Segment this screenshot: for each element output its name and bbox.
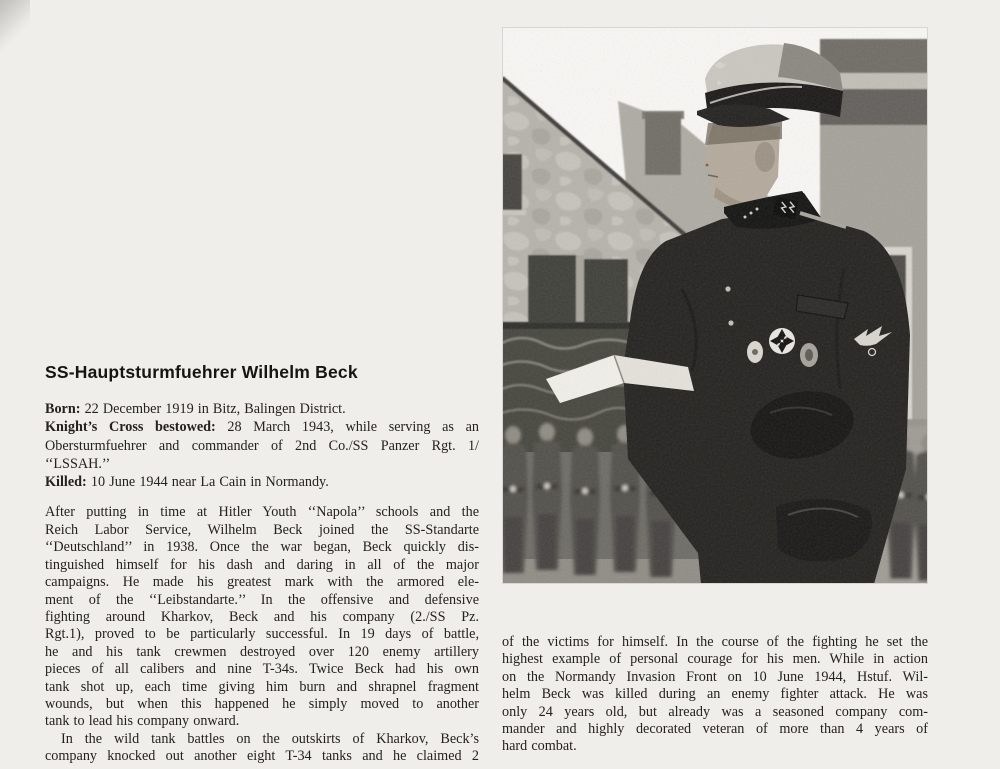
biography-facts bbox=[45, 400, 479, 491]
text-line: tank to lead his company onward. bbox=[45, 713, 240, 730]
fact-line: Obersturmfuehrer and commander of 2nd Co./SS Panzer Rgt. 1/ bbox=[45, 437, 479, 454]
biography-body-left bbox=[45, 504, 479, 765]
right-text-column bbox=[502, 634, 928, 756]
fact-line: Born: 22 December 1919 in Bitz, Balingen District. bbox=[45, 401, 346, 417]
text-line: fighting around Kharkov, Beck and his company (2./SS Pz. bbox=[45, 608, 479, 625]
left-text-column bbox=[45, 363, 479, 766]
text-line: ment of the ‘‘Leibstandarte.’’ In the offensive and defensive bbox=[45, 591, 479, 608]
text-line: hard combat. bbox=[502, 738, 577, 755]
text-line: Rgt.1), proved to be particularly successful. In 19 days of battle, bbox=[45, 626, 479, 643]
text-line: highest example of personal courage for his men. While in action bbox=[502, 651, 928, 668]
text-line: ‘‘Deutschland’’ in 1938. Once the war began, Beck quickly dis- bbox=[45, 539, 479, 556]
text-line: mander and highly decorated veteran of more than 4 years of bbox=[502, 721, 928, 738]
text-line: helm Beck was killed during an enemy fighter attack. He was bbox=[502, 686, 928, 703]
text-line: pieces of all calibers and nine T-34s. Twice Beck had his own bbox=[45, 661, 479, 678]
text-line: on the Normandy Invasion Front on 10 June 1944, Hstuf. Wil- bbox=[502, 668, 928, 685]
text-line: After putting in time at Hitler Youth ‘‘Napola’’ schools and the bbox=[45, 504, 479, 521]
text-line: Reich Labor Service, Wilhelm Beck joined the SS-Standarte bbox=[45, 521, 479, 538]
text-line: wounds, but when this happened he simply moved to another bbox=[45, 695, 479, 712]
text-line: tank shot up, each time giving him burn and shrapnel fragment bbox=[45, 678, 479, 695]
scan-corner-shadow bbox=[0, 0, 30, 52]
photo-figure bbox=[502, 27, 928, 584]
photo-grain bbox=[502, 27, 928, 584]
text-line: only 24 years old, but already was a seasoned company com- bbox=[502, 703, 928, 720]
photo-wilhelm-beck bbox=[502, 27, 928, 584]
page-title: SS-Hauptsturmfuehrer Wilhelm Beck bbox=[45, 362, 358, 382]
text-line: he and his tank crewmen destroyed over 120 enemy artillery bbox=[45, 643, 479, 660]
fact-line: Knight’s Cross bestowed: 28 March 1943, while serving as an bbox=[45, 419, 479, 436]
biography-body-right bbox=[502, 634, 928, 756]
text-line: company knocked out another eight T-34 tanks and he claimed 2 bbox=[45, 748, 479, 765]
text-line: campaigns. He made his greatest mark with the armored ele- bbox=[45, 574, 479, 591]
fact-line: ‘‘LSSAH.’’ bbox=[45, 455, 111, 472]
text-line: of the victims for himself. In the course of the fighting he set the bbox=[502, 634, 928, 650]
fact-line: Killed: 10 June 1944 near La Cain in Normandy. bbox=[45, 474, 329, 491]
text-line: In the wild tank battles on the outskirts of Kharkov, Beck’s bbox=[61, 730, 479, 747]
text-line: tinguished himself for his dash and daring in all of the major bbox=[45, 556, 479, 573]
